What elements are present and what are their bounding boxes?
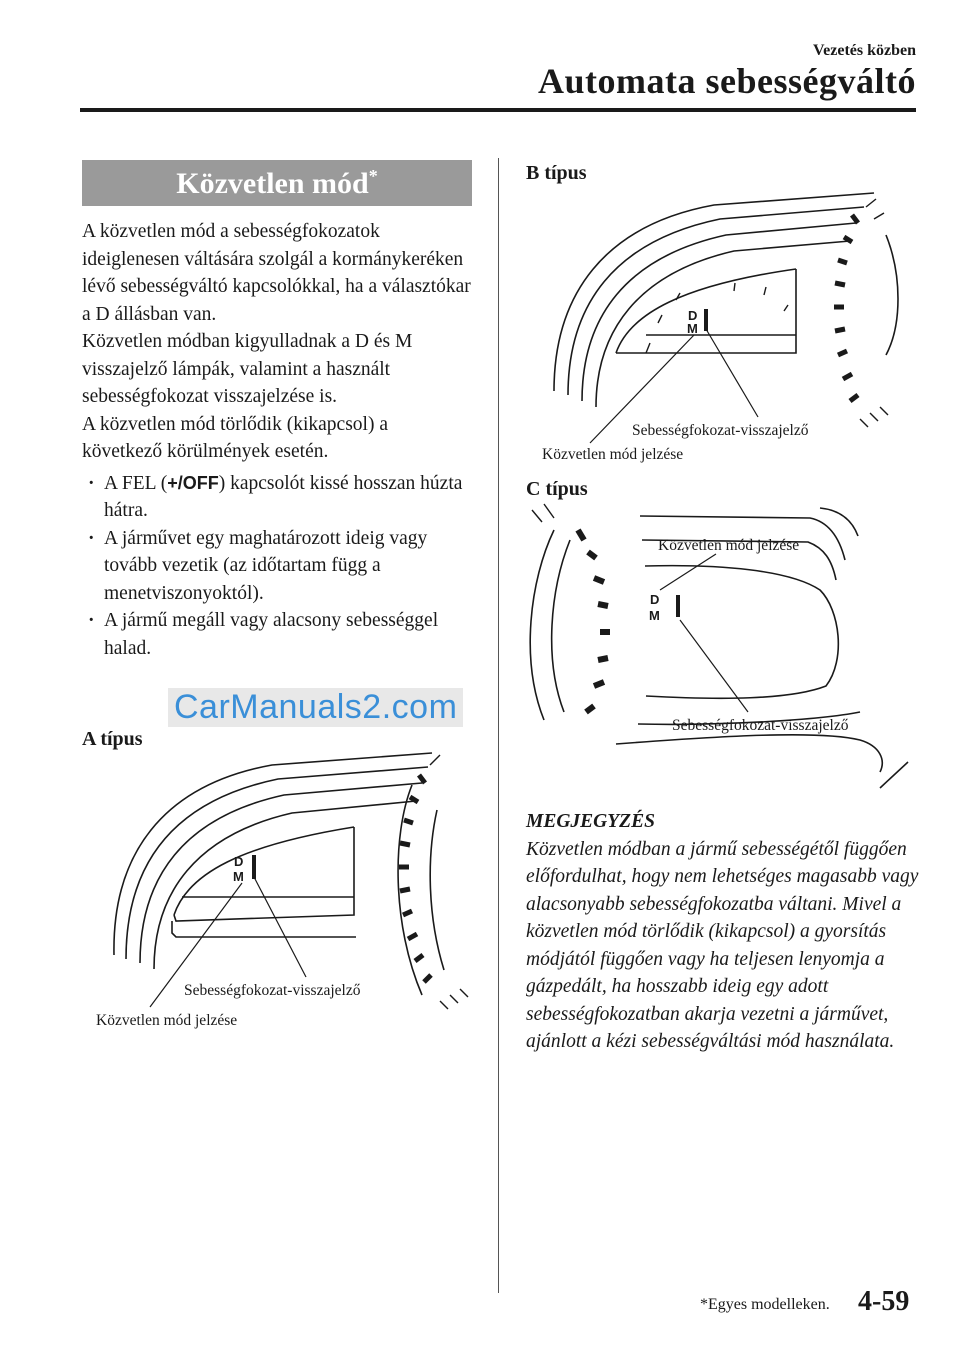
m-letter: M (649, 608, 660, 623)
column-divider (498, 158, 499, 1293)
d-letter: D (234, 854, 244, 869)
gear-bar (676, 595, 680, 617)
list-item: · A jármű megáll vagy alacsony sebességgel halad. (82, 607, 472, 662)
m-letter: M (233, 869, 244, 884)
note-text: Közvetlen módban a jármű sebességétől függően előfordulhat, hogy nem lehetséges magasabb vagy alacsonyabb sebességfokozatba váltani. Mivel a közvetlen mód törlődik (kikapcsol) a gyorsítás módjától függően vagy ha teljesen lenyomja a gázpedált, ha hosszabb ideig egy adott sebességfokozatban akarja vezetni a járművet, ajánlott a kézi sebességváltási mód használata. (526, 838, 919, 1052)
cancel-conditions-list (82, 470, 472, 663)
paragraph-cancel: A közvetlen mód törlődik (kikapcsol) a következő körülmények esetén. (82, 413, 388, 462)
watermark-logo: CarManuals2.com (168, 688, 463, 727)
section-heading-bar (82, 160, 472, 206)
note-title: MEGJEGYZÉS (526, 811, 655, 832)
plus-off-switch-icon: +/OFF (167, 472, 219, 493)
gear-bar (704, 309, 708, 331)
m-letter: M (687, 321, 698, 336)
paragraph-indicators: Közvetlen módban kigyulladnak a D és M visszajelző lámpák, valamint a használt sebességfokozat visszajelzése is. (82, 331, 413, 407)
d-letter: D (650, 592, 660, 607)
label-direct-mode: Közvetlen mód jelzése (96, 1012, 238, 1029)
note-box (526, 808, 926, 1056)
gear-bar (252, 855, 256, 879)
label-direct-mode: Közvetlen mód jelzése (658, 537, 800, 554)
label-direct-mode: Közvetlen mód jelzése (542, 446, 684, 463)
list-item: · A járművet egy maghatározott ideig vagy tovább vezetik (az időtartam függ a menetviszonyoktól). (82, 525, 472, 608)
chapter-title: Automata sebességváltó (538, 61, 916, 101)
type-a-heading: A típus (82, 728, 143, 750)
label-gear-indicator: Sebességfokozat-visszajelző (672, 717, 849, 734)
type-b-diagram (534, 185, 924, 465)
type-b-heading: B típus (526, 162, 587, 184)
chapter-subtitle: Vezetés közben (813, 42, 916, 59)
footnote-mark: * (368, 165, 378, 186)
paragraph-intro: A közvetlen mód a sebességfokozatok ideiglenesen váltására szolgál a kormánykeréken lévő sebességváltó kapcsolókkal, ha a választókar a D állásban van. (82, 221, 471, 325)
label-gear-indicator: Sebességfokozat-visszajelző (632, 422, 809, 439)
d-letter: D (688, 308, 698, 323)
type-c-diagram (520, 500, 920, 790)
type-c-heading: C típus (526, 478, 588, 500)
left-column (82, 160, 472, 662)
type-a-diagram (92, 745, 492, 1045)
list-item: · A FEL (+/OFF) kapcsolót kissé hosszan húzta hátra. (82, 470, 472, 525)
footnote: *Egyes modelleken. (700, 1296, 830, 1313)
label-gear-indicator: Sebességfokozat-visszajelző (184, 982, 361, 999)
section-title: Közvetlen mód* (176, 165, 378, 200)
header-rule (80, 108, 916, 112)
page-number: 4-59 (858, 1286, 910, 1317)
